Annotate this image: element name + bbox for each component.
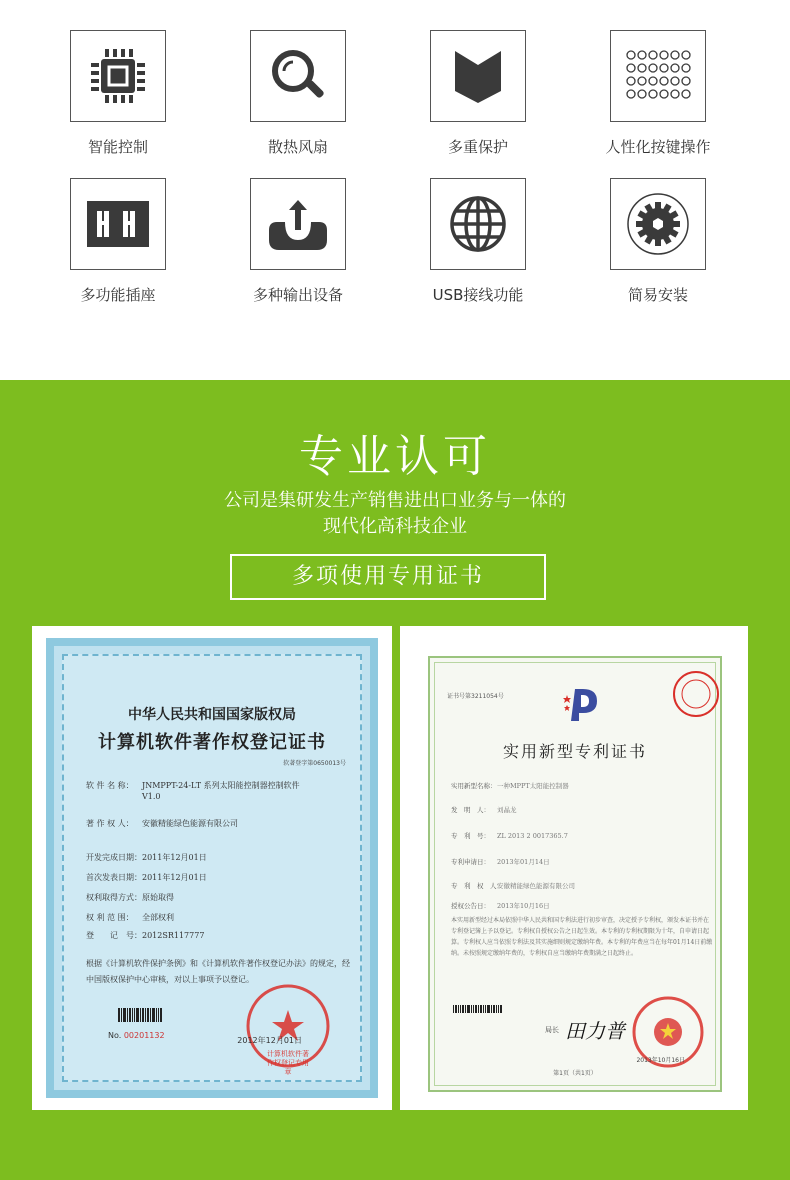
certificate-row: 权利取得方式：原始取得 [86,893,174,902]
feature-item-smart-control [38,30,198,157]
certificate-date: 2012年12月01日 [237,1036,302,1045]
feature-label: 多重保护 [447,138,508,156]
section-title: 专业认可 [299,431,491,482]
certificate-tag: 多项使用专用证书 [230,554,546,600]
utility-patent-certificate [400,626,748,1110]
certificate-date: 2013年10月16日 [636,1057,685,1064]
certificate-row: 发 明 人： 刘晶龙 [451,806,517,814]
feature-item-multi-protection [398,30,558,157]
page-indicator: 第1页（共1页） [553,1070,597,1077]
certificate-row: 专利申请日： 2013年01月14日 [451,858,550,866]
certificate-row: 软 件 名 称： JNMPPT-24-LT 系列太阳能控制器控制软件 [86,781,300,790]
feature-item-easy-install [578,178,738,305]
feature-item-button-operation [578,30,738,157]
signature-label: 局长 [545,1026,559,1034]
certificate-paragraph: 本实用新型经过本局依照中华人民共和国专利法进行初步审查，决定授予专利权，颁发本证书并在专利登记簿上予以登记。专利权自授权公告之日起生效。本专利的专利权期限为十年，自申请日起算。专利权人应当依照专利法及其实施细则规定缴纳年费。本专利的年费应当在每年01月14日前缴纳。未按照规定缴纳年费的，专利权自应当缴纳年费期满之日起终止。 [451,917,713,957]
section-subtitle [0,488,790,540]
certificate-row: 专 利 号： ZL 2013 2 0017365.7 [451,832,568,840]
feature-label: USB接线功能 [432,286,524,304]
socket-icon [85,199,151,249]
feature-icon-box [610,178,706,270]
feature-label: 多种输出设备 [252,286,343,304]
shield-icon [447,45,509,107]
section-subtitle-line1: 公司是集研发生产销售进出口业务与一体的 [224,490,566,511]
certificate-number: No. 00201132 [108,1031,165,1040]
certificate-border [46,638,378,1098]
feature-icon-box [610,30,706,122]
certificate-row: 专 利 权 人：安徽精能绿色能源有限公司 [451,882,575,890]
certificate-authority: 中华人民共和国国家版权局 [128,707,296,723]
feature-item-usb [398,178,558,305]
certification-section [0,380,790,1180]
feature-icon-box [250,178,346,270]
barcode [453,1005,502,1013]
feature-icon-box [430,30,526,122]
certificate-row: V1.0 [142,792,161,801]
feature-label: 散热风扇 [267,138,328,156]
section-subtitle-line2: 现代化高科技企业 [323,516,467,537]
feature-icon-box [250,30,346,122]
barcode [118,1008,162,1022]
certificate-row: 实用新型名称：一种MPPT太阳能控制器 [451,782,569,790]
signature: 田力普 [565,1019,625,1043]
certificate-row: 首次发表日期：2011年12月01日 [86,873,207,882]
feature-item-output-devices [218,178,378,305]
patent-office-logo [561,685,601,723]
features-section [0,0,790,380]
certificate-row: 权 利 范 围： 全部权利 [86,913,174,922]
gear-icon [626,192,690,256]
certificate-row: 开发完成日期：2011年12月01日 [86,853,207,862]
magnifier-icon [267,45,329,107]
certificate-inner [434,662,716,1086]
feature-icon-box [70,178,166,270]
certificate-row: 著 作 权 人： 安徽精能绿色能源有限公司 [86,819,238,828]
button-grid-icon [625,49,691,103]
globe-icon [448,194,508,254]
feature-label: 人性化按键操作 [605,138,711,156]
upload-icon [265,196,331,252]
patent-stamp [671,669,721,719]
certificate-row: 授权公告日： 2013年10月16日 [451,902,550,910]
certificate-border [428,656,722,1092]
registration-number: 软著登字第0650013号 [283,760,346,767]
chip-icon [87,45,149,107]
certificate-paragraph: 根据《计算机软件保护条例》和《计算机软件著作权登记办法》的规定，经中国版权保护中心审核，对以上事项予以登记。 [86,959,350,984]
certificate-row: 登 记 号：2012SR117777 [86,931,205,940]
certificate-inner [62,654,362,1082]
certificate-title: 计算机软件著作权登记证书 [98,732,326,753]
feature-item-cooling-fan [218,30,378,157]
feature-icon-box [70,30,166,122]
software-copyright-certificate [32,626,392,1110]
certificate-code: 证书号第3211054号 [447,693,504,700]
certificate-title: 实用新型专利证书 [502,742,647,761]
feature-item-multi-socket [38,178,198,305]
feature-label: 多功能插座 [80,286,156,304]
feature-label: 智能控制 [87,138,148,156]
feature-icon-box [430,178,526,270]
seal-text: 计算机软件著作权登记专用章 [267,1050,309,1076]
feature-label: 简易安装 [627,286,688,304]
